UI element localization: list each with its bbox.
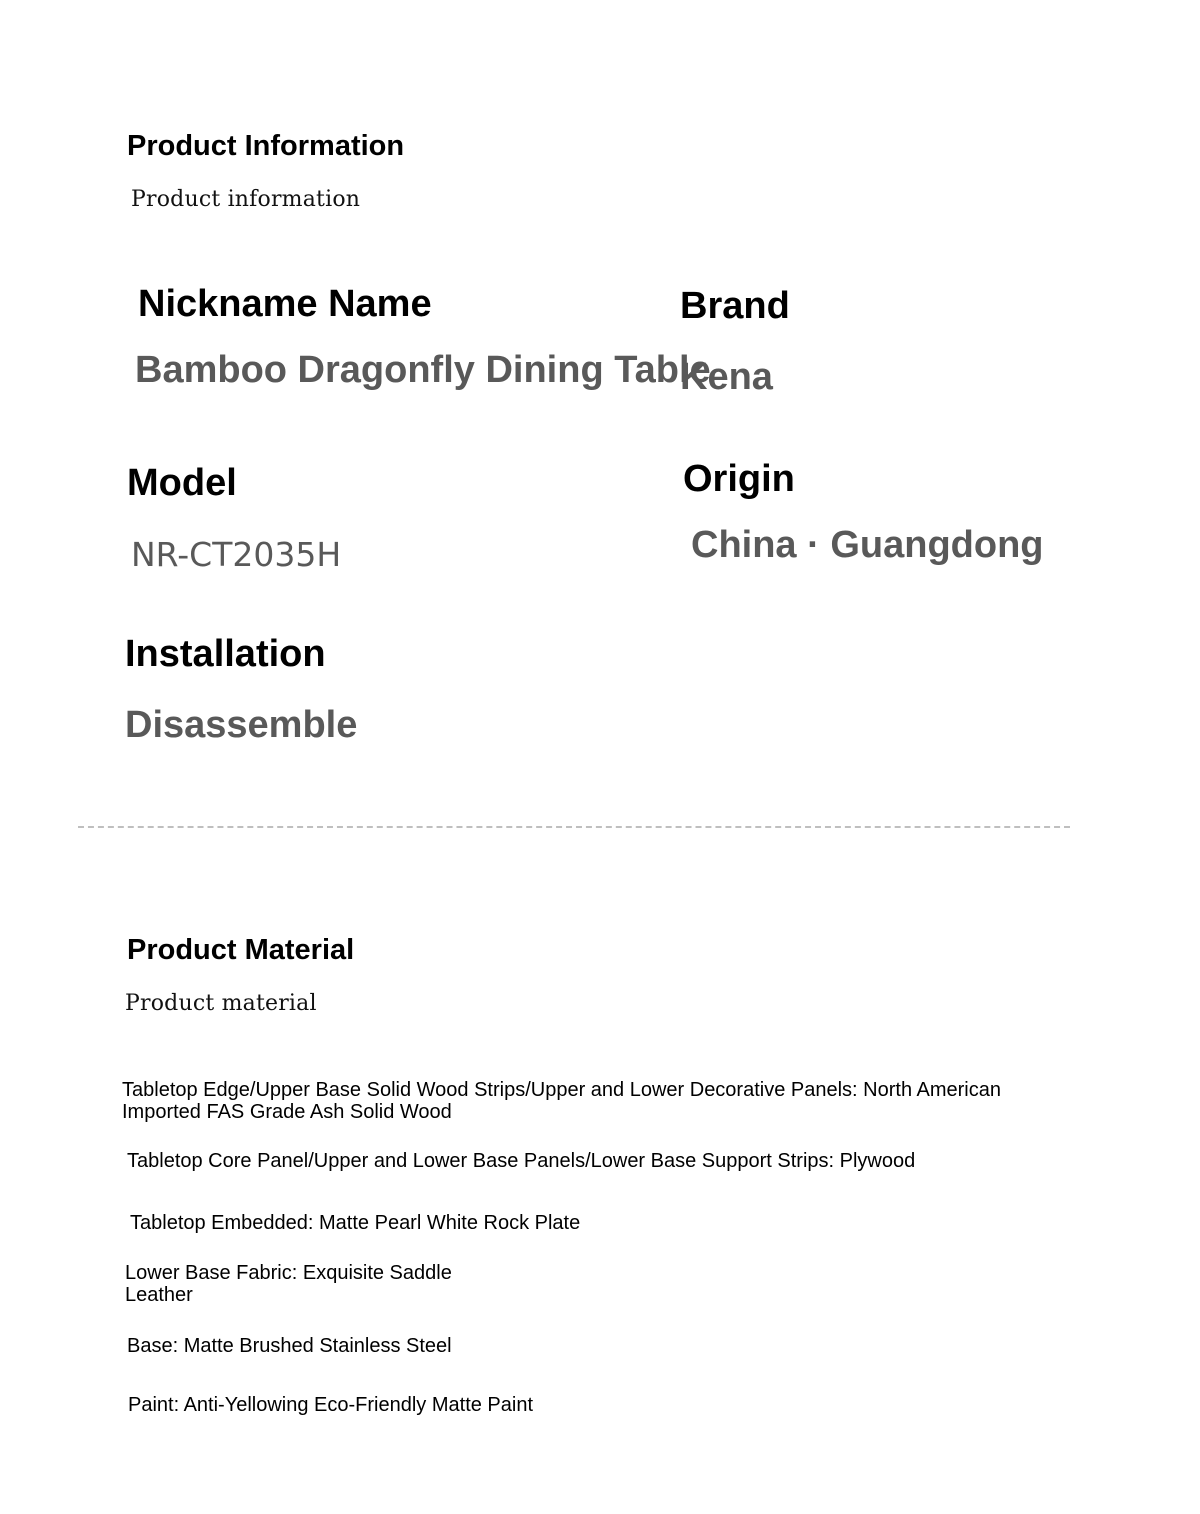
installation-value: Disassemble [125, 704, 358, 746]
material-item-5: Base: Matte Brushed Stainless Steel [127, 1335, 452, 1357]
material-item-2: Tabletop Core Panel/Upper and Lower Base Panels/Lower Base Support Strips: Plywood [127, 1150, 916, 1172]
material-item-3: Tabletop Embedded: Matte Pearl White Rock Plate [130, 1212, 581, 1234]
origin-value: China · Guangdong [691, 524, 1044, 566]
nickname-value: Bamboo Dragonfly Dining Table [135, 349, 711, 391]
section-divider [78, 826, 1070, 828]
origin-label: Origin [683, 458, 795, 500]
model-label: Model [127, 462, 237, 504]
material-item-6: Paint: Anti-Yellowing Eco-Friendly Matte Paint [128, 1394, 534, 1416]
installation-label: Installation [125, 633, 326, 675]
brand-value: Kena [680, 356, 773, 398]
product-material-title: Product Material [127, 934, 355, 966]
product-information-subtitle: Product information [131, 187, 361, 212]
model-value: NR-CT2035H [131, 535, 342, 574]
product-material-subtitle: Product material [125, 991, 317, 1016]
material-item-4: Lower Base Fabric: Exquisite Saddle Leather [125, 1262, 452, 1306]
brand-label: Brand [680, 285, 790, 327]
nickname-label: Nickname Name [138, 283, 432, 325]
material-item-1: Tabletop Edge/Upper Base Solid Wood Strips/Upper and Lower Decorative Panels: North American Imported FAS Grade Ash Solid Wood [122, 1079, 1001, 1123]
product-information-title: Product Information [127, 130, 405, 162]
